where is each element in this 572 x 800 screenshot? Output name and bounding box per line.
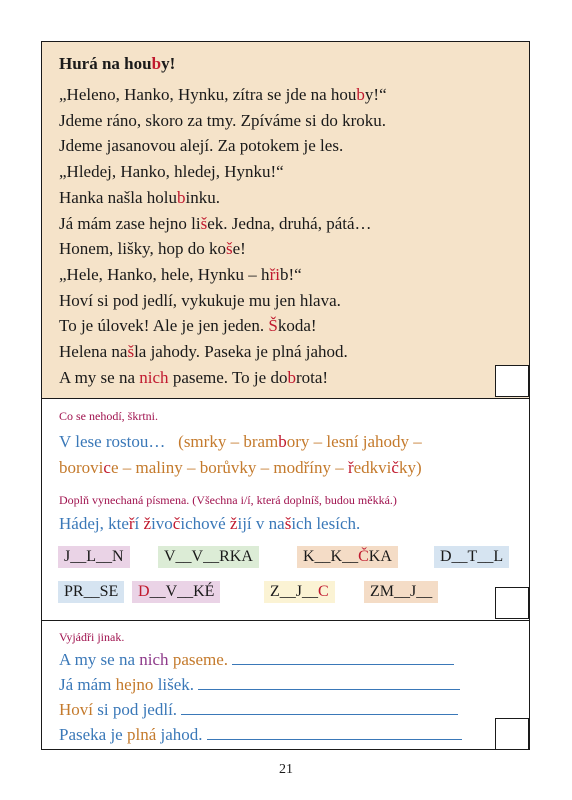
answer-line[interactable] xyxy=(232,664,454,665)
story-line: To je úlovek! Ale je jen jeden. Škoda! xyxy=(59,316,317,336)
fill-word[interactable]: ZM__J__ xyxy=(364,581,438,603)
exercise-line: V lese rostou… (smrky – brambory – lesní jahody – xyxy=(59,432,422,451)
checkbox-square[interactable] xyxy=(495,365,529,397)
story-line: Hoví si pod jedlí, vykukuje mu jen hlava. xyxy=(59,290,341,310)
story-line: Jdeme jasanovou alejí. Za potokem je les. xyxy=(59,136,344,156)
answer-row: Hoví si pod jedlí. xyxy=(59,700,458,720)
story-line: Helena našla jahody. Paseka je plná jahod. xyxy=(59,342,348,362)
fill-word[interactable]: V__V__RKA xyxy=(158,546,259,568)
answer-line[interactable] xyxy=(198,689,460,690)
story-line: Honem, lišky, hop do koše! xyxy=(59,239,246,259)
answer-row: Já mám hejno lišek. xyxy=(59,675,460,695)
exercise-instruction: Co se nehodí, škrtni. xyxy=(59,409,158,423)
fill-word[interactable]: J__L__N xyxy=(58,546,130,568)
fill-word[interactable]: PR__SE xyxy=(58,581,124,603)
answer-row: Paseka je plná jahod. xyxy=(59,725,462,745)
story-panel xyxy=(42,42,529,399)
worksheet-frame xyxy=(41,41,530,750)
checkbox-square[interactable] xyxy=(495,587,529,619)
answer-line[interactable] xyxy=(181,714,458,715)
story-line: Hanka našla holubinku. xyxy=(59,187,221,207)
story-line: A my se na nich paseme. To je dobrota! xyxy=(59,367,329,387)
story-line: „Heleno, Hanko, Hynku, zítra se jde na houby!“ xyxy=(59,85,387,104)
exercise-section-2 xyxy=(42,620,529,750)
exercise-instruction: Doplň vynechaná písmena. (Všechna i/í, která doplníš, budou měkká.) xyxy=(59,493,397,507)
story-line: „Hele, Hanko, hele, Hynku – hřib!“ xyxy=(59,264,302,284)
fill-word[interactable]: K__K__ČKA xyxy=(297,546,398,568)
exercise-instruction: Vyjádři jinak. xyxy=(59,630,125,644)
answer-line[interactable] xyxy=(207,739,462,740)
story-title: Hurá na houby! xyxy=(59,54,176,73)
page-number: 21 xyxy=(279,762,293,777)
fill-word[interactable]: D__T__L xyxy=(434,546,509,568)
fill-word[interactable]: Z__J__C xyxy=(264,581,335,603)
story-line: Já mám zase hejno lišek. Jedna, druhá, pátá… xyxy=(59,213,372,233)
exercise-section-1 xyxy=(42,398,529,621)
answer-row: A my se na nich paseme. xyxy=(59,650,454,670)
story-line: Jdeme ráno, skoro za tmy. Zpíváme si do kroku. xyxy=(59,110,387,130)
story-text xyxy=(59,82,387,390)
story-line: „Hledej, Hanko, hledej, Hynku!“ xyxy=(59,162,284,182)
checkbox-square[interactable] xyxy=(495,718,529,750)
fill-word[interactable]: D__V__KÉ xyxy=(132,581,220,603)
exercise-sentence: Hádej, kteří živočichové žijí v našich lesích. xyxy=(59,514,361,533)
exercise-line: borovice – maliny – borůvky – modříny – ředkvičky) xyxy=(59,458,422,477)
